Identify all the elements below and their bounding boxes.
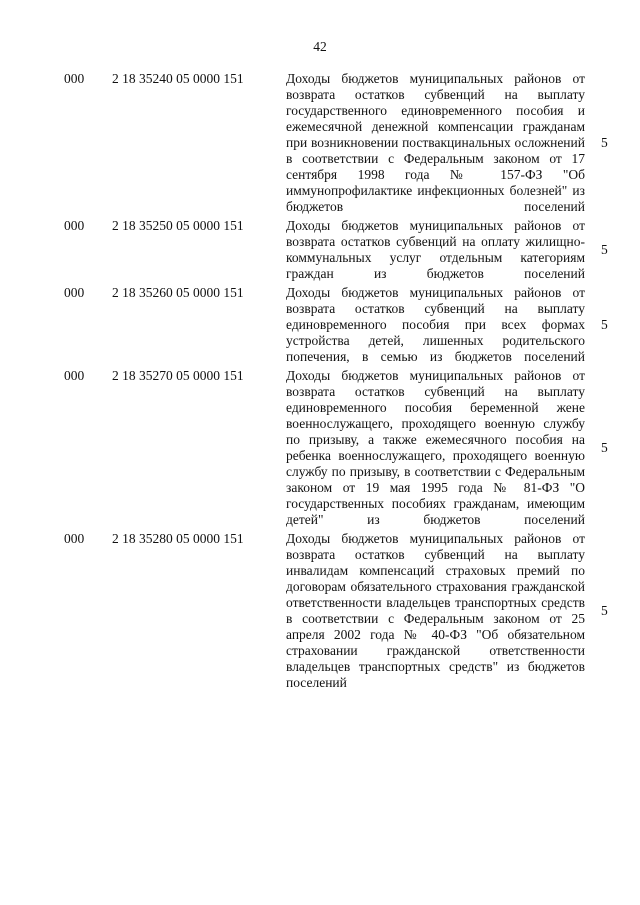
table-row [0, 218, 640, 282]
table-row [0, 531, 640, 691]
revenue-description: Доходы бюджетов муниципальных районов от возврата остатков субвенций на оплату жилищно-коммунальных услуг отдельным категориям граждан из бюджетов поселений [286, 218, 585, 281]
table-row [0, 368, 640, 528]
admin-code: 000 [64, 285, 85, 300]
admin-code: 000 [64, 531, 85, 546]
revenue-table [0, 71, 640, 694]
admin-code: 000 [64, 71, 85, 86]
budget-classification-code: 2 18 35260 05 0000 151 [112, 285, 244, 300]
revenue-description: Доходы бюджетов муниципальных районов от возврата остатков субвенций на выплату единовременного пособия при всех формах устройства детей, лишенных родительского попечения, в семью из бюджетов поселений [286, 285, 585, 364]
admin-code: 000 [64, 218, 85, 233]
amount-value: 5 [601, 317, 608, 332]
revenue-description: Доходы бюджетов муниципальных районов от возврата остатков субвенций на выплату инвалидам компенсаций страховых премий по договорам обязательного страхования гражданской ответственности владельцев транспортных средств в соответствии с Федеральным законом от 25 апреля 2002 года № 40-ФЗ "Об обязательном страховании гражданской ответственности владельцев транспортных средств" из бюджетов поселений [286, 531, 585, 690]
revenue-description: Доходы бюджетов муниципальных районов от возврата остатков субвенций на выплату государственного единовременного пособия и ежемесячной денежной компенсации гражданам при возникновении поствакцинальных осложнений в соответствии с Федеральным законом от 17 сентября 1998 года № 157-ФЗ "Об иммунопрофилактике инфекционных болезней" из бюджетов поселений [286, 71, 585, 214]
revenue-description: Доходы бюджетов муниципальных районов от возврата остатков субвенций на выплату единовременного пособия беременной жене военнослужащего, проходящего военную службу по призыву, а также ежемесячного пособия на ребенка военнослужащего, проходящего военную службу по призыву, в соответствии с Федеральным законом от 19 мая 1995 года № 81-ФЗ "О государственных пособиях гражданам, имеющим детей" из бюджетов поселений [286, 368, 585, 527]
admin-code: 000 [64, 368, 85, 383]
budget-classification-code: 2 18 35250 05 0000 151 [112, 218, 244, 233]
table-row [0, 71, 640, 215]
amount-value: 5 [601, 603, 608, 618]
amount-value: 5 [601, 440, 608, 455]
budget-classification-code: 2 18 35270 05 0000 151 [112, 368, 244, 383]
amount-value: 5 [601, 135, 608, 150]
table-row [0, 285, 640, 365]
budget-classification-code: 2 18 35280 05 0000 151 [112, 531, 244, 546]
page-number: 42 [313, 39, 327, 54]
amount-value: 5 [601, 242, 608, 257]
budget-classification-code: 2 18 35240 05 0000 151 [112, 71, 244, 86]
